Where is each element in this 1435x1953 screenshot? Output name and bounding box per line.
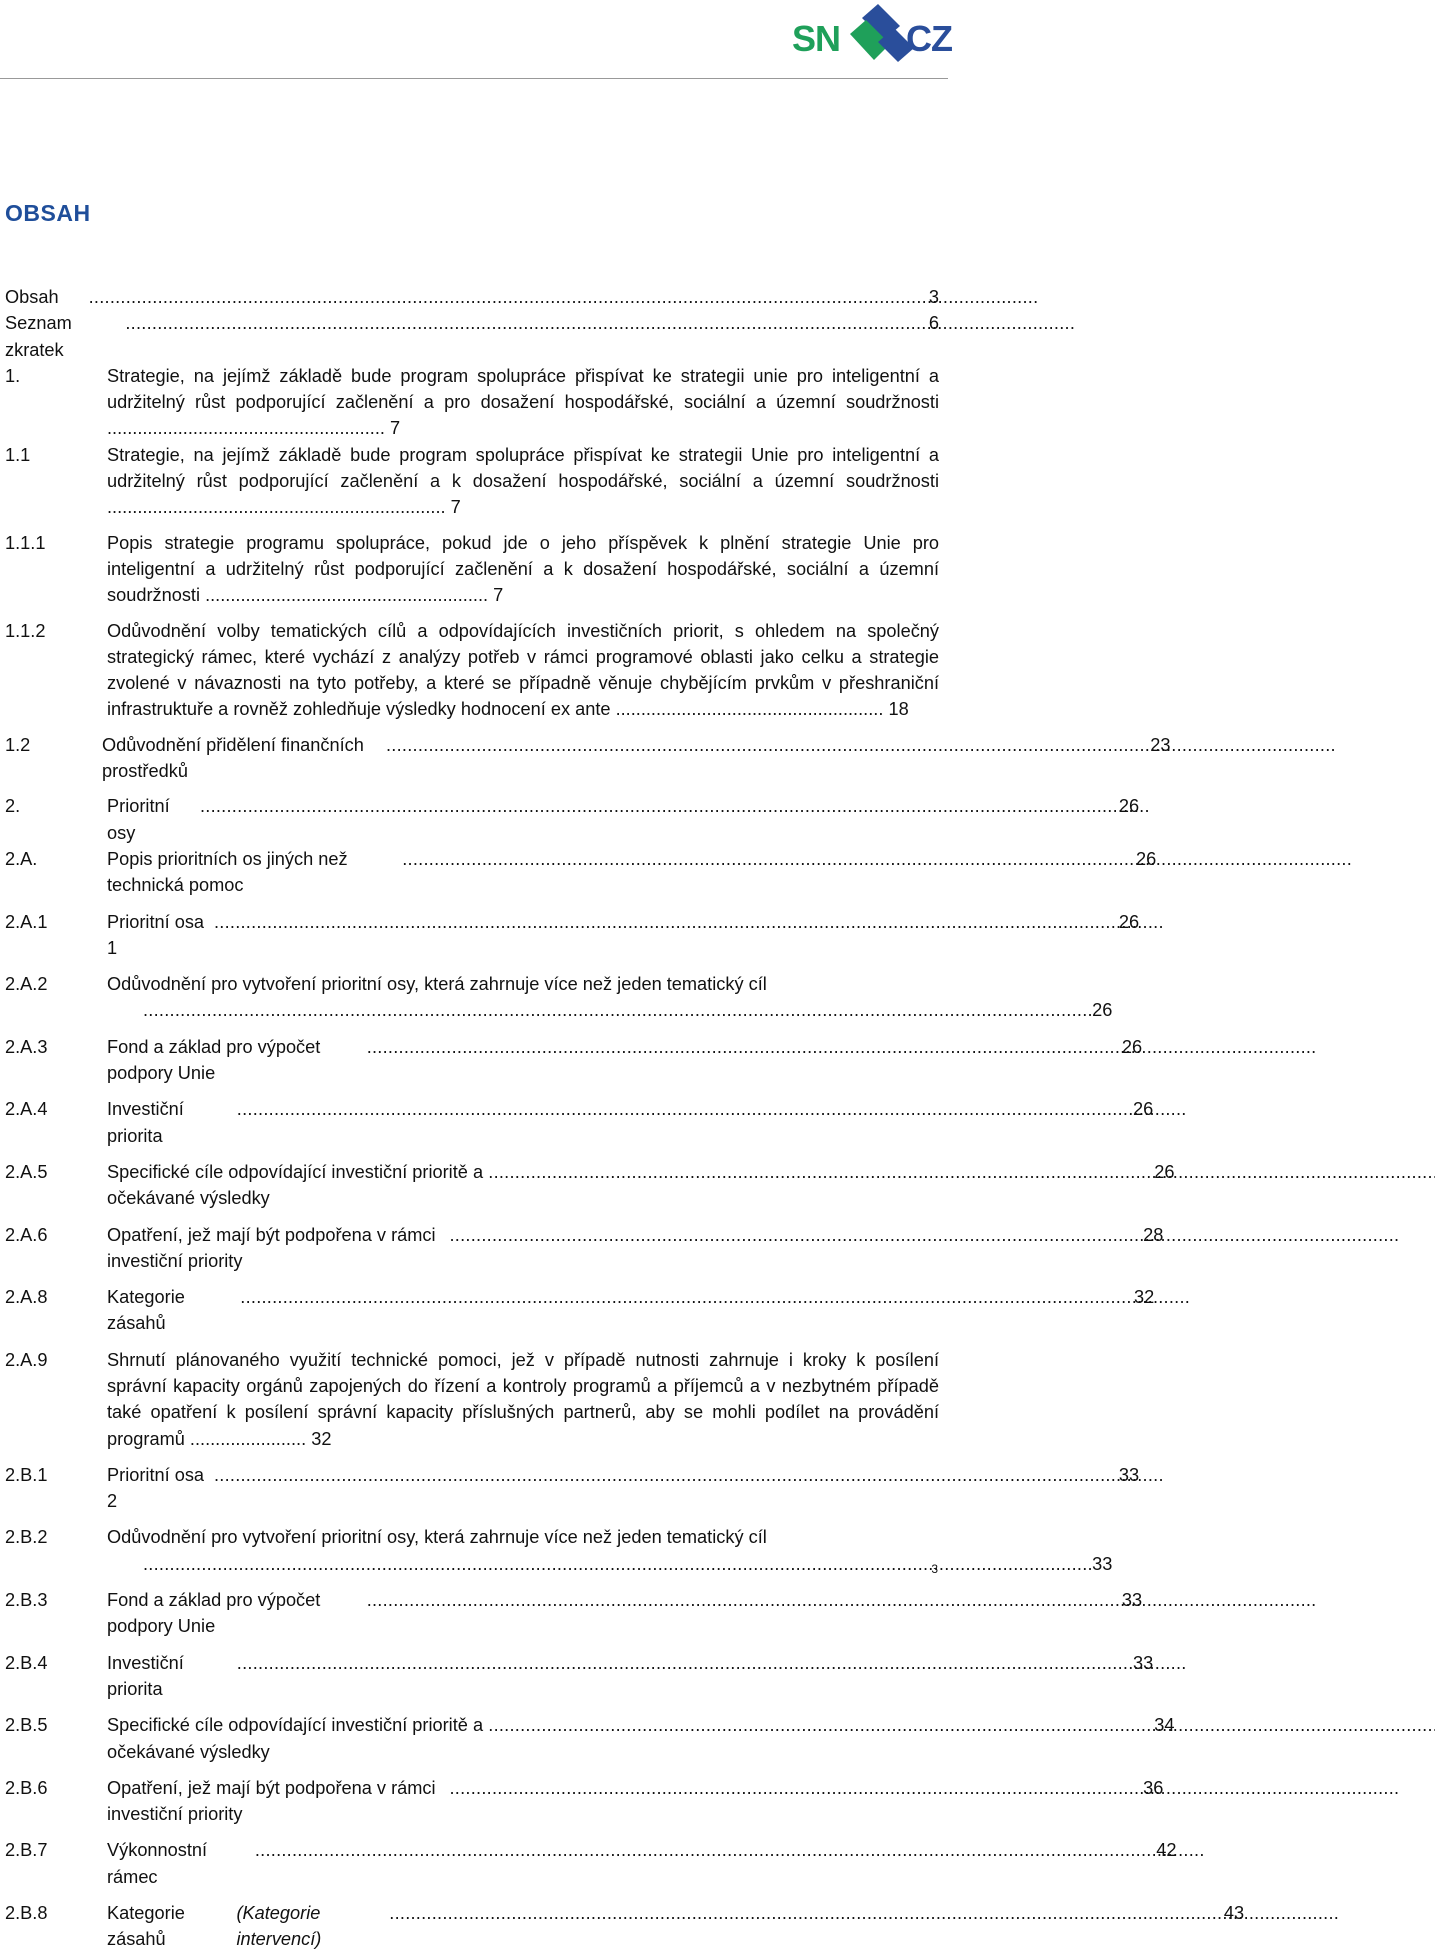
toc-entry-number: 2.B.7	[5, 1840, 48, 1861]
sn-cz-logo	[790, 4, 950, 66]
toc-entry-title: Obsah	[5, 287, 59, 307]
toc-entry-title: Prioritní osy	[107, 796, 170, 843]
toc-leader-dots	[237, 1650, 1131, 1676]
toc-entry-title: Shrnutí plánovaného využití technické pomoci, jež v případě nutnosti zahrnuje i kroky k posílení správní kapacity orgánů zapojených do řízení a kontroly programů a příjemců a v nezbytném případě také opatření k posílení správní kapacity příslušných partnerů, aby se mohli podílet na provádění programů	[107, 1349, 939, 1449]
toc-entry-number: 2.B.3	[5, 1590, 48, 1611]
toc-entry-page: 6	[928, 313, 939, 334]
toc-entry-page: 34	[1154, 1715, 1175, 1736]
toc-entry-page: 3	[928, 287, 939, 307]
toc-entry-number: 2.B.4	[5, 1652, 48, 1673]
toc-entry-page: 33	[1118, 1464, 1140, 1485]
toc-entry-number: 2.B.2	[5, 1527, 48, 1548]
toc-entry-title: Opatření, jež mají být podpořena v rámci investiční priority	[107, 1777, 436, 1825]
toc-entry-number: 1.1.1	[5, 532, 46, 553]
toc-leader-dots	[367, 1587, 1120, 1613]
toc-entry-number: 2.A.9	[5, 1349, 48, 1370]
toc-entry-page: 33	[1121, 1590, 1143, 1611]
toc-entry-title: Prioritní osa 2	[107, 1464, 205, 1512]
toc-entry[interactable]	[5, 1837, 1177, 1890]
toc-entry-page: 26	[1121, 1036, 1143, 1057]
toc-entry-number: 2.A.2	[5, 974, 48, 995]
toc-leader-dots: ...................................................................	[107, 497, 451, 518]
toc-entry[interactable]	[5, 1347, 939, 1452]
toc-entry-title: Fond a základ pro výpočet podpory Unie	[107, 1036, 321, 1084]
toc-heading: OBSAH	[5, 200, 91, 226]
toc-leader-dots	[214, 1462, 1117, 1488]
toc-entry-page: 7	[389, 418, 401, 439]
toc-entry-title: Specifické cíle odpovídající investiční prioritě a očekávané výsledky	[107, 1715, 484, 1762]
table-of-contents	[5, 284, 1245, 1953]
toc-entry-page: 28	[1143, 1224, 1164, 1245]
toc-entry[interactable]	[5, 1034, 1143, 1087]
toc-entry-title: Strategie, na jejímž základě bude program spolupráce přispívat ke strategii Unie pro inteligentní a udržitelný růst podporující začlenění a k dosažení hospodářské, sociální a územní soudržnosti	[107, 444, 939, 492]
toc-leader-dots	[402, 846, 1134, 872]
toc-entry-page: 23	[1150, 734, 1171, 755]
toc-leader-dots	[488, 1159, 1152, 1185]
toc-entry-number: 1.1	[5, 444, 31, 465]
toc-leader-dots	[237, 1096, 1131, 1122]
toc-entry[interactable]	[5, 909, 1140, 962]
toc-entry-title: Odůvodnění pro vytvoření prioritní osy, která zahrnuje více než jeden tematický cíl	[107, 1527, 767, 1548]
toc-entry[interactable]	[5, 1096, 1154, 1149]
toc-entry-number: 2.A.8	[5, 1287, 48, 1308]
toc-entry-page: 42	[1156, 1840, 1177, 1861]
toc-entry[interactable]	[5, 1222, 1164, 1275]
toc-leader-dots	[450, 1222, 1142, 1248]
toc-entry-title: Specifické cíle odpovídající investiční prioritě a očekávané výsledky	[107, 1161, 484, 1209]
toc-entry-title: Odůvodnění volby tematických cílů a odpovídajících investičních priorit, s ohledem na společný strategický rámec, které vychází z analýzy potřeb v rámci programové oblasti jako celku a strategie zvolené v návaznosti na tyto potřeby, a které se případně věnuje chybějícím prvkům v přeshraniční infrastruktuře a rovněž zohledňuje výsledky hodnocení ex ante	[107, 620, 939, 720]
toc-leader-dots	[255, 1837, 1154, 1863]
toc-entry-number: 2.A.	[5, 848, 38, 869]
toc-entry-page: 26	[1136, 848, 1157, 869]
toc-entry[interactable]	[5, 1524, 1113, 1577]
toc-entry-title: Investiční priorita	[107, 1652, 184, 1699]
toc-entry-page: 26	[1118, 796, 1140, 817]
toc-entry[interactable]	[5, 846, 1157, 899]
toc-leader-dots	[143, 1551, 1090, 1577]
toc-entry-page: 33	[1092, 1553, 1113, 1574]
toc-entry-number: 2.B.6	[5, 1777, 48, 1798]
toc-entry[interactable]	[5, 793, 1140, 846]
toc-entry-number: 2.A.1	[5, 911, 48, 932]
header-rule	[0, 78, 948, 79]
toc-entry-title: Fond a základ pro výpočet podpory Unie	[107, 1590, 321, 1637]
toc-leader-dots	[125, 310, 927, 336]
toc-entry-page: 18	[888, 699, 909, 720]
toc-entry-title-italic: (Kategorie intervencí)	[236, 1903, 322, 1950]
toc-entry-number: 2.A.4	[5, 1099, 48, 1120]
toc-entry-title: Odůvodnění pro vytvoření prioritní osy, která zahrnuje více než jeden tematický cíl	[107, 974, 767, 995]
toc-entry-title: Odůvodnění přidělení finančních prostředků	[102, 734, 364, 782]
toc-entry[interactable]	[5, 530, 939, 609]
toc-leader-dots	[143, 997, 1090, 1023]
toc-entry[interactable]	[5, 1775, 1164, 1828]
toc-entry[interactable]	[5, 363, 939, 442]
toc-entry-page: 32	[311, 1428, 332, 1449]
toc-entry[interactable]	[5, 1587, 1143, 1640]
logo-sn: SN	[792, 18, 841, 59]
toc-entry-number: 2.A.5	[5, 1161, 48, 1182]
toc-entry-number: 2.B.5	[5, 1715, 48, 1736]
toc-entry[interactable]	[5, 310, 939, 363]
toc-leader-dots	[389, 1900, 1222, 1926]
toc-leader-dots	[89, 284, 927, 310]
toc-entry-title: Strategie, na jejímž základě bude program spolupráce přispívat ke strategii unie pro inteligentní a udržitelný růst podporující začlenění a pro dosažení hospodářské, sociální a územní soudržnosti	[107, 365, 939, 413]
toc-entry[interactable]	[5, 618, 939, 723]
toc-entry-page: 26	[1154, 1161, 1175, 1182]
toc-leader-dots	[450, 1775, 1142, 1801]
toc-entry[interactable]	[5, 284, 939, 310]
toc-entry-title: Investiční priorita	[107, 1099, 184, 1146]
toc-entry-title: Popis prioritních os jiných než technická pomoc	[107, 848, 348, 896]
toc-entry-number: 2.B.8	[5, 1903, 48, 1924]
toc-entry[interactable]	[5, 1284, 1155, 1337]
toc-entry[interactable]	[5, 1462, 1140, 1515]
toc-leader-dots: ........................................................	[205, 585, 494, 606]
toc-leader-dots	[214, 909, 1117, 935]
toc-entry-page: 7	[450, 497, 461, 518]
toc-entry[interactable]	[5, 971, 1113, 1024]
toc-leader-dots	[240, 1284, 1132, 1310]
page-number: 3	[931, 1562, 938, 1576]
toc-entry[interactable]	[5, 1900, 1245, 1953]
toc-entry[interactable]	[5, 442, 939, 521]
toc-entry-number: 2.B.1	[5, 1464, 48, 1485]
toc-entry-page: 26	[1092, 1000, 1113, 1021]
toc-entry[interactable]	[5, 1712, 1175, 1765]
toc-entry-title: Kategorie zásahů	[107, 1903, 185, 1950]
toc-entry-title: Seznam zkratek	[5, 313, 72, 360]
toc-leader-dots: .......................................................	[107, 418, 390, 439]
toc-entry-number: 1.	[5, 365, 21, 386]
toc-entry-page: 7	[493, 585, 504, 606]
toc-entry-number: 2.A.6	[5, 1224, 48, 1245]
toc-entry-page: 33	[1132, 1652, 1154, 1673]
toc-entry-number: 1.2	[5, 734, 31, 755]
toc-entry[interactable]	[5, 732, 1171, 785]
toc-entry[interactable]	[5, 1650, 1154, 1703]
toc-entry-title: Popis strategie programu spolupráce, pokud jde o jeho příspěvek k plnění strategie Unie pro inteligentní a udržitelný růst podporující začlenění a k dosažení hospodářské, sociální a územní soudržnosti	[107, 532, 939, 606]
toc-entry[interactable]	[5, 1159, 1175, 1212]
toc-leader-dots	[386, 732, 1148, 758]
toc-leader-dots	[367, 1034, 1120, 1060]
toc-entry-page: 32	[1134, 1287, 1155, 1308]
toc-entry-number: 1.1.2	[5, 620, 46, 641]
toc-entry-title: Prioritní osa 1	[107, 911, 205, 958]
toc-entry-title: Kategorie zásahů	[107, 1287, 185, 1334]
toc-entry-page: 36	[1143, 1777, 1164, 1798]
toc-leader-dots: .......................	[189, 1428, 307, 1449]
toc-entry-page: 26	[1118, 911, 1140, 932]
logo-cz: CZ	[906, 18, 952, 59]
toc-entry-number: 2.	[5, 796, 21, 817]
toc-entry-title: Výkonnostní rámec	[107, 1840, 208, 1887]
toc-leader-dots	[488, 1712, 1152, 1738]
toc-leader-dots	[200, 793, 1117, 819]
toc-entry-page: 43	[1223, 1903, 1245, 1924]
toc-entry-page: 26	[1132, 1099, 1154, 1120]
toc-leader-dots: .....................................................	[615, 699, 884, 720]
toc-entry-number: 2.A.3	[5, 1036, 48, 1057]
toc-entry-title: Opatření, jež mají být podpořena v rámci investiční priority	[107, 1224, 436, 1271]
